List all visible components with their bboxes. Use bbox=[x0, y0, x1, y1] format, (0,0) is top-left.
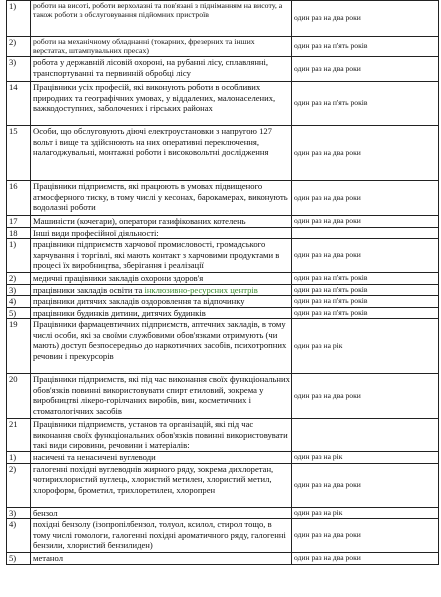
table-row bbox=[7, 374, 439, 419]
row-text: працівники будинків дитини, дитячих будинків bbox=[31, 307, 292, 319]
row-text: медичні працівники закладів охорони здоров'я bbox=[31, 273, 292, 285]
row-period bbox=[292, 419, 439, 452]
row-number: 15 bbox=[7, 126, 31, 181]
table-row bbox=[7, 553, 439, 565]
row-text: Працівники фармацевтичних підприємств, аптечних закладів, в тому числі особи, які за своїми службовими обов'язками отримують (чи мають) доступ безпосередньо до наркотичних засобів, психотропних речовин і прекурсорів bbox=[31, 319, 292, 374]
row-period: один раз на рік bbox=[292, 452, 439, 464]
table-row bbox=[7, 216, 439, 228]
row-number: 2) bbox=[7, 273, 31, 285]
row-number: 20 bbox=[7, 374, 31, 419]
row-number: 14 bbox=[7, 82, 31, 126]
row-text: Машиністи (кочегари), оператори газифікованих котелень bbox=[31, 216, 292, 228]
table-row bbox=[7, 307, 439, 319]
row-text: Особи, що обслуговують діючі електроустановки з напругою 127 вольт і вище та здійснюють на них оперативні переключення, налагоджувальні, монтажні роботи і високовольтні дослідження bbox=[31, 126, 292, 181]
row-text: бензол bbox=[31, 507, 292, 519]
row-text: роботи на висоті, роботи верхолазні та пов'язані з підніманням на висоту, а також роботи з обслуговування підйомних пристроїв bbox=[31, 1, 292, 37]
row-number: 1) bbox=[7, 452, 31, 464]
row-number: 16 bbox=[7, 181, 31, 216]
row-period: один раз на п'ять років bbox=[292, 82, 439, 126]
row-period: один раз на п'ять років bbox=[292, 307, 439, 319]
row-period: один раз на рік bbox=[292, 319, 439, 374]
row-number: 3) bbox=[7, 284, 31, 296]
row-number: 2) bbox=[7, 37, 31, 57]
row-text bbox=[31, 284, 292, 296]
row-period: один раз на два роки bbox=[292, 519, 439, 553]
row-number: 17 bbox=[7, 216, 31, 228]
row-number: 4) bbox=[7, 296, 31, 308]
table-row bbox=[7, 452, 439, 464]
table-row bbox=[7, 519, 439, 553]
row-period: один раз на рік bbox=[292, 507, 439, 519]
inclusive-centers-link[interactable]: інклюзивно-ресурсних центрів bbox=[144, 284, 258, 295]
row-period: один раз на два роки bbox=[292, 463, 439, 507]
table-row bbox=[7, 126, 439, 181]
row-number: 3) bbox=[7, 57, 31, 82]
row-text-plain: працівники закладів освіти та bbox=[33, 284, 145, 295]
table-row bbox=[7, 507, 439, 519]
row-period: один раз на п'ять років bbox=[292, 284, 439, 296]
table-row bbox=[7, 419, 439, 452]
table-row bbox=[7, 37, 439, 57]
table-row bbox=[7, 227, 439, 239]
table-row bbox=[7, 463, 439, 507]
table-row bbox=[7, 284, 439, 296]
row-text: галогенні похідні вуглеводнів жирного ряду, зокрема дихлоретан, чотирихлористий вуглець, хлористий метилен, хлористий метил, хлороформ, брометил, трихлоретилен, хлоропрен bbox=[31, 463, 292, 507]
row-period: один раз на п'ять років bbox=[292, 37, 439, 57]
requirements-table bbox=[6, 0, 439, 565]
row-text: працівники підприємств харчової промисловості, громадського харчування і торгівлі, які мають контакт з харчовими продуктами в процесі їх виробництва, зберігання і реалізації bbox=[31, 239, 292, 273]
table-row bbox=[7, 57, 439, 82]
table-row bbox=[7, 82, 439, 126]
row-number: 4) bbox=[7, 519, 31, 553]
table-row bbox=[7, 273, 439, 285]
row-text: роботи на механічному обладнанні (токарних, фрезерних та інших верстатах, штампувальних пресах) bbox=[31, 37, 292, 57]
row-period: один раз на два роки bbox=[292, 1, 439, 37]
row-text: Працівники підприємств, які працюють в умовах підвищеного атмосферного тиску, в тому числі у кесонах, барокамерах, виконують водолазні роботи bbox=[31, 181, 292, 216]
row-text: Працівники підприємств, які під час виконання своїх функціональних обов'язків повинні використовувати спирт етиловий, зокрема у виробництві лікеро-горілчаних виробів, вин, косметичних і стоматологічних засобів bbox=[31, 374, 292, 419]
row-text: Працівники усіх професій, які виконують роботи в особливих природних та географічних умовах, у віддалених, малонаселених, важкодоступних, заболочених і гірських районах bbox=[31, 82, 292, 126]
table-row bbox=[7, 181, 439, 216]
row-period: один раз на п'ять років bbox=[292, 273, 439, 285]
table-row bbox=[7, 1, 439, 37]
row-text: Інші види професійної діяльності: bbox=[31, 227, 292, 239]
row-number: 21 bbox=[7, 419, 31, 452]
row-number: 18 bbox=[7, 227, 31, 239]
table-row bbox=[7, 296, 439, 308]
row-text: похідні бензолу (ізопропілбензол, толуол, ксилол, стирол тощо, в тому числі гомологи, галогенні похідні ароматичного ряду, галогенні бензили, хлористий бензилиден) bbox=[31, 519, 292, 553]
row-period: один раз на два роки bbox=[292, 216, 439, 228]
row-text: робота у державній лісовій охороні, на рубанні лісу, сплавлянні, транспортуванні та первинній обробці лісу bbox=[31, 57, 292, 82]
row-period: один раз на два роки bbox=[292, 57, 439, 82]
row-number: 19 bbox=[7, 319, 31, 374]
row-number: 3) bbox=[7, 507, 31, 519]
row-period bbox=[292, 227, 439, 239]
row-period: один раз на два роки bbox=[292, 553, 439, 565]
row-period: один раз на два роки bbox=[292, 239, 439, 273]
row-period: один раз на два роки bbox=[292, 126, 439, 181]
row-number: 5) bbox=[7, 307, 31, 319]
row-period: один раз на два роки bbox=[292, 181, 439, 216]
row-period: один раз на два роки bbox=[292, 374, 439, 419]
row-number: 1) bbox=[7, 1, 31, 37]
row-number: 2) bbox=[7, 463, 31, 507]
row-text: насичені та ненасичені вуглеводи bbox=[31, 452, 292, 464]
row-text: працівники дитячих закладів оздоровлення та відпочинку bbox=[31, 296, 292, 308]
row-number: 1) bbox=[7, 239, 31, 273]
row-period: один раз на п'ять років bbox=[292, 296, 439, 308]
row-text: метанол bbox=[31, 553, 292, 565]
row-number: 5) bbox=[7, 553, 31, 565]
table-row bbox=[7, 319, 439, 374]
table-row bbox=[7, 239, 439, 273]
row-text: Працівники підприємств, установ та організацій, які під час виконання своїх функціональних обов'язків повинні використовувати такі види сировини, речовини і матеріалів: bbox=[31, 419, 292, 452]
